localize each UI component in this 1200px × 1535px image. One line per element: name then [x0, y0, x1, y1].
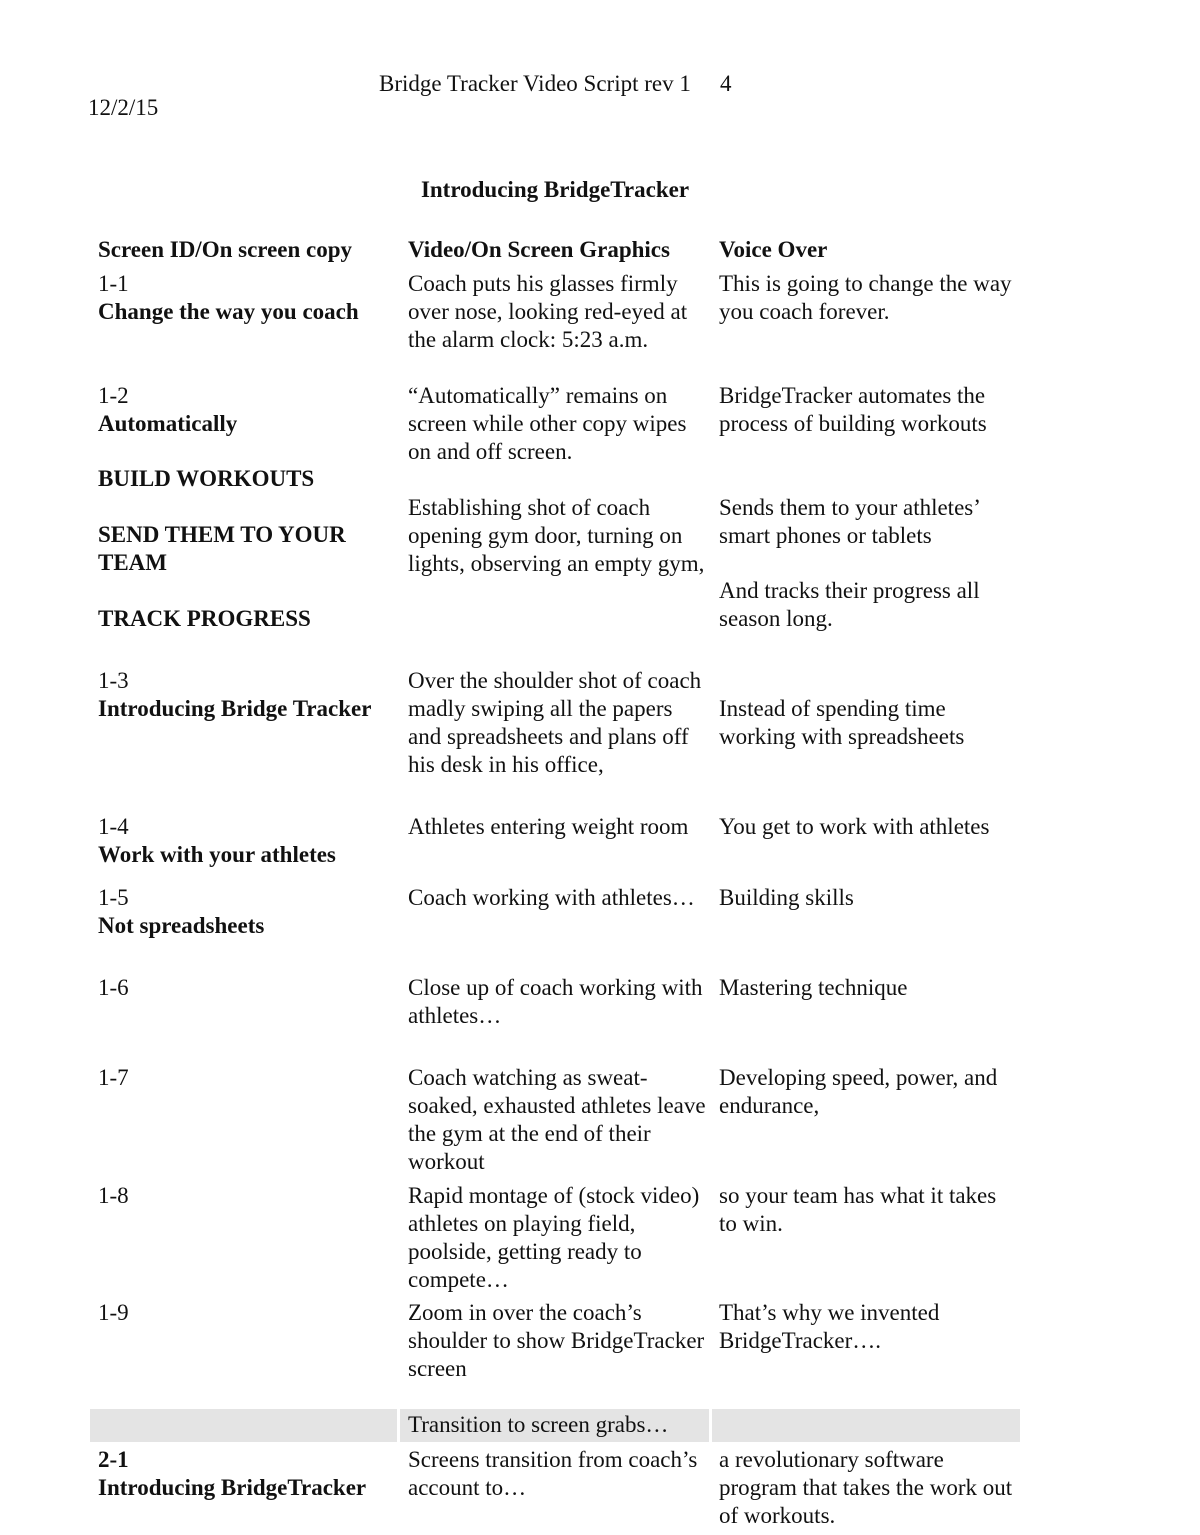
- voice-cell: so your team has what it takes to win.: [719, 1183, 997, 1236]
- screen-copy: Work with your athletes: [98, 842, 336, 867]
- screen-copy: TRACK PROGRESS: [98, 606, 311, 631]
- voice-cell: You get to work with athletes: [719, 814, 990, 839]
- transition-note: Transition to screen grabs…: [408, 1412, 669, 1437]
- screen-copy: BUILD WORKOUTS: [98, 466, 315, 491]
- column-header-screen: Screen ID/On screen copy: [98, 237, 353, 262]
- voice-cell: Mastering technique: [719, 975, 908, 1000]
- screen-id: 1-7: [98, 1065, 129, 1090]
- screen-copy: Introducing Bridge Tracker: [98, 696, 372, 721]
- video-cell: “Automatically” remains on screen while other copy wipes on and off screen.: [408, 383, 687, 464]
- voice-cell: This is going to change the way you coach forever.: [719, 271, 1012, 324]
- table-row: [98, 884, 398, 940]
- screen-id: 1-2: [98, 383, 129, 408]
- table-row: [98, 382, 398, 438]
- screen-id: 1-1: [98, 271, 129, 296]
- section-title: Introducing BridgeTracker: [420, 177, 690, 202]
- video-cell: Coach puts his glasses firmly over nose, looking red-eyed at the alarm clock: 5:23 a.m.: [408, 271, 688, 352]
- voice-cell: That’s why we invented BridgeTracker….: [719, 1300, 940, 1353]
- table-row: [98, 813, 398, 869]
- video-cell: Establishing shot of coach opening gym door, turning on lights, observing an empty gym,: [408, 495, 705, 576]
- video-cell: Athletes entering weight room: [408, 814, 689, 839]
- video-cell: Screens transition from coach’s account to…: [408, 1447, 698, 1500]
- screen-id: 1-8: [98, 1183, 129, 1208]
- screen-copy: Change the way you coach: [98, 299, 359, 324]
- screen-id: 1-4: [98, 814, 129, 839]
- column-header-video: Video/On Screen Graphics: [408, 237, 670, 262]
- video-cell: Coach working with athletes…: [408, 885, 695, 910]
- table-row: [98, 1446, 398, 1502]
- table-row: [98, 667, 398, 723]
- screen-id: 1-5: [98, 885, 129, 910]
- screen-id: 1-3: [98, 668, 129, 693]
- voice-cell: Instead of spending time working with spreadsheets: [719, 696, 965, 749]
- voice-cell: a revolutionary software program that takes the work out of workouts.: [719, 1447, 1013, 1528]
- voice-cell: BridgeTracker automates the process of building workouts: [719, 383, 987, 436]
- table-row: [98, 270, 398, 326]
- doc-date: 12/2/15: [88, 95, 159, 120]
- voice-cell: Developing speed, power, and endurance,: [719, 1065, 998, 1118]
- voice-cell: Building skills: [719, 885, 854, 910]
- screen-copy: Introducing BridgeTracker: [98, 1475, 367, 1500]
- doc-title: Bridge Tracker Video Script rev 1: [379, 71, 691, 96]
- screen-id: 1-6: [98, 975, 129, 1000]
- column-header-voice: Voice Over: [719, 237, 828, 262]
- video-cell: Zoom in over the coach’s shoulder to show BridgeTracker screen: [408, 1300, 705, 1381]
- voice-cell: And tracks their progress all season long.: [719, 578, 980, 631]
- transition-shade: [712, 1409, 1020, 1442]
- video-cell: Rapid montage of (stock video) athletes on playing field, poolside, getting ready to compete…: [408, 1183, 700, 1292]
- screen-copy: SEND THEM TO YOUR TEAM: [98, 522, 346, 575]
- screen-id: 2-1: [98, 1447, 129, 1472]
- page-number: 4: [720, 71, 732, 96]
- voice-cell: Sends them to your athletes’ smart phones or tablets: [719, 495, 991, 548]
- video-cell: Coach watching as sweat-soaked, exhausted athletes leave the gym at the end of their workout: [408, 1065, 706, 1174]
- screen-copy: Not spreadsheets: [98, 913, 265, 938]
- video-cell: Over the shoulder shot of coach madly swiping all the papers and spreadsheets and plans off his desk in his office,: [408, 668, 702, 777]
- screen-id: 1-9: [98, 1300, 129, 1325]
- transition-shade: [90, 1409, 397, 1442]
- video-cell: Close up of coach working with athletes…: [408, 975, 703, 1028]
- screen-copy: Automatically: [98, 411, 238, 436]
